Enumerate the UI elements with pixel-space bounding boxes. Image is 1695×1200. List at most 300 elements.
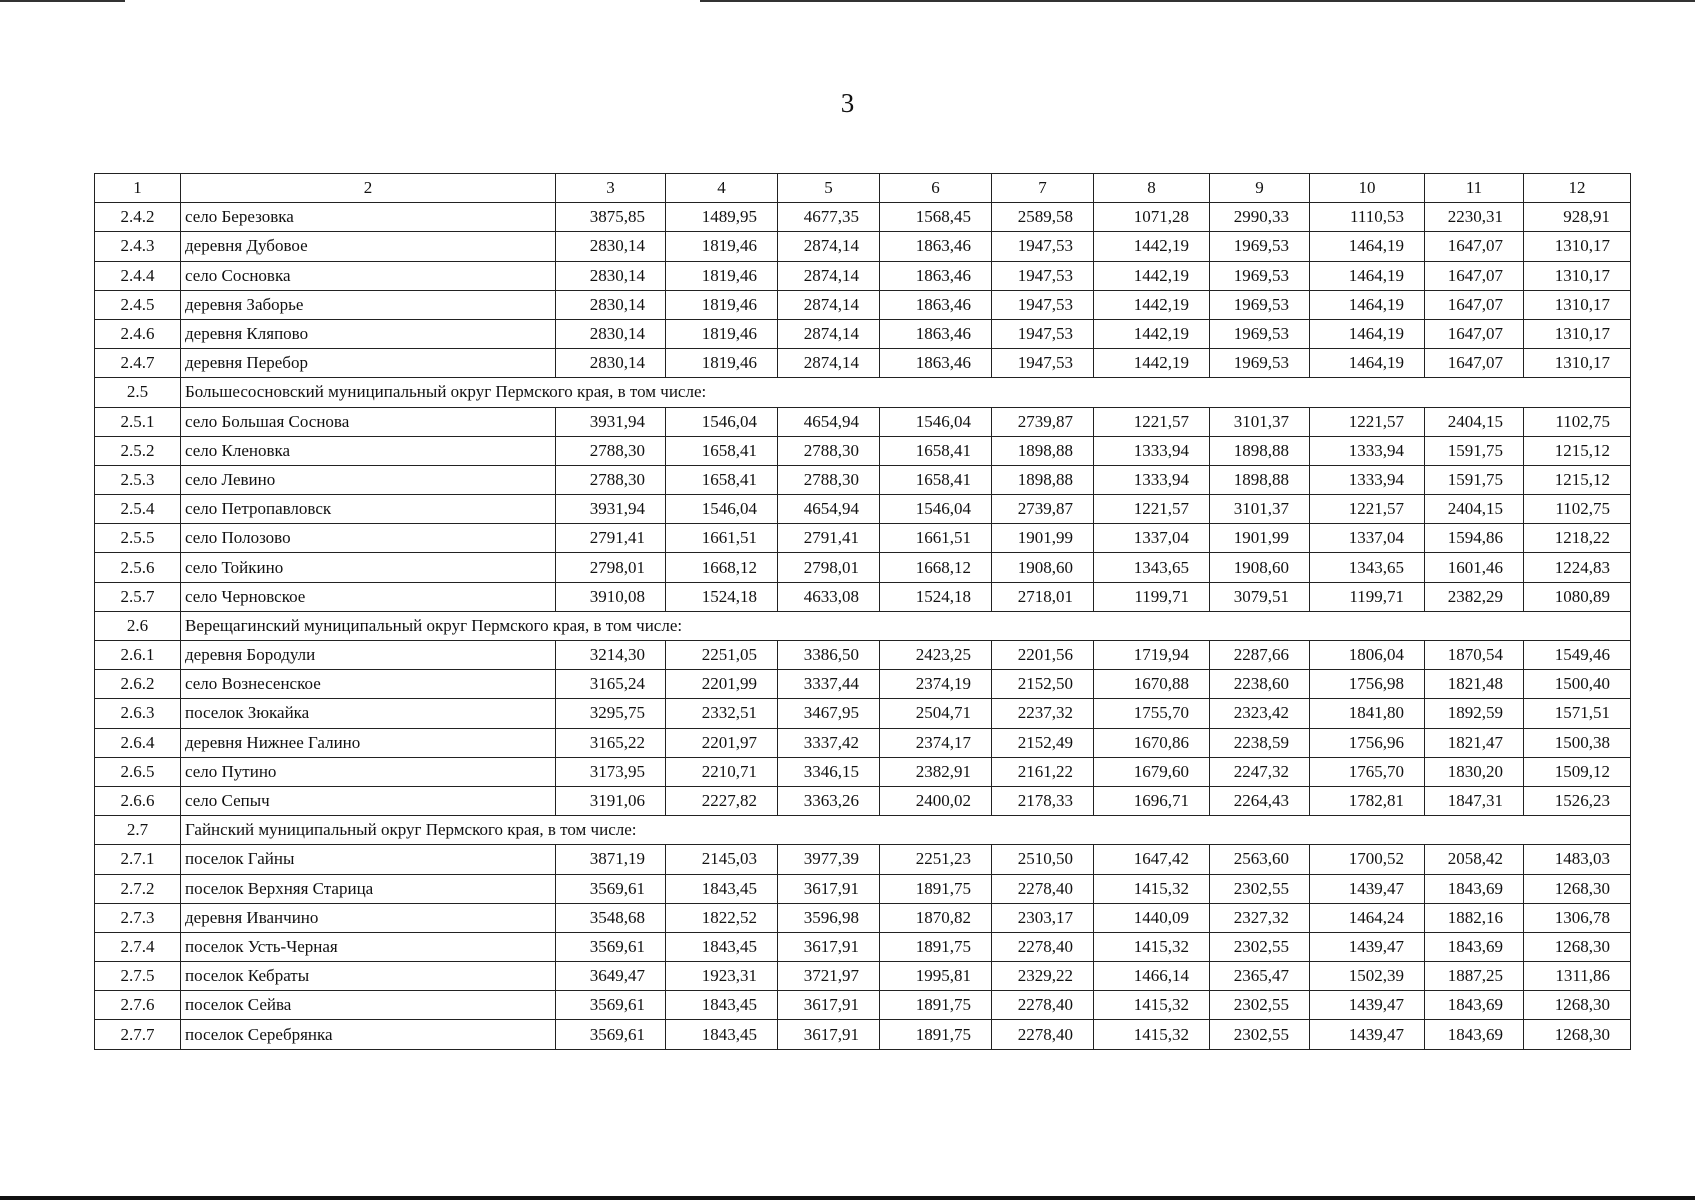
- value-cell: 1995,81: [880, 962, 992, 991]
- value-cell: 2302,55: [1210, 1020, 1310, 1049]
- value-cell: 1464,19: [1310, 261, 1425, 290]
- value-cell: 1442,19: [1094, 349, 1210, 378]
- value-cell: 1268,30: [1524, 1020, 1631, 1049]
- value-cell: 2791,41: [778, 524, 880, 553]
- value-cell: 1969,53: [1210, 319, 1310, 348]
- section-title: Верещагинский муниципальный округ Пермского края, в том числе:: [181, 611, 1631, 640]
- settlement-name: село Большая Соснова: [181, 407, 556, 436]
- value-cell: 3721,97: [778, 962, 880, 991]
- value-cell: 2287,66: [1210, 641, 1310, 670]
- value-cell: 2830,14: [556, 319, 666, 348]
- value-cell: 1311,86: [1524, 962, 1631, 991]
- value-cell: 2874,14: [778, 232, 880, 261]
- table-row: [95, 757, 1631, 786]
- value-cell: 1502,39: [1310, 962, 1425, 991]
- column-header: 2: [181, 174, 556, 203]
- value-cell: 1333,94: [1094, 465, 1210, 494]
- settlement-name: село Полозово: [181, 524, 556, 553]
- value-cell: 1466,14: [1094, 962, 1210, 991]
- value-cell: 1310,17: [1524, 290, 1631, 319]
- value-cell: 2374,19: [880, 670, 992, 699]
- section-row: [95, 611, 1631, 640]
- value-cell: 2423,25: [880, 641, 992, 670]
- value-cell: 3214,30: [556, 641, 666, 670]
- row-code: 2.6.3: [95, 699, 181, 728]
- section-row: [95, 378, 1631, 407]
- value-cell: 1863,46: [880, 319, 992, 348]
- value-cell: 3910,08: [556, 582, 666, 611]
- value-cell: 1806,04: [1310, 641, 1425, 670]
- value-cell: 2329,22: [992, 962, 1094, 991]
- value-cell: 1898,88: [992, 465, 1094, 494]
- value-cell: 1442,19: [1094, 261, 1210, 290]
- value-cell: 2264,43: [1210, 786, 1310, 815]
- column-header: 9: [1210, 174, 1310, 203]
- value-cell: 1442,19: [1094, 290, 1210, 319]
- value-cell: 2251,05: [666, 641, 778, 670]
- row-code: 2.6.5: [95, 757, 181, 786]
- value-cell: 1221,57: [1310, 495, 1425, 524]
- value-cell: 1337,04: [1310, 524, 1425, 553]
- value-cell: 1947,53: [992, 349, 1094, 378]
- value-cell: 1947,53: [992, 319, 1094, 348]
- value-cell: 1483,03: [1524, 845, 1631, 874]
- value-cell: 1658,41: [880, 465, 992, 494]
- value-cell: 1439,47: [1310, 991, 1425, 1020]
- value-cell: 2874,14: [778, 261, 880, 290]
- row-code: 2.6.2: [95, 670, 181, 699]
- value-cell: 1647,07: [1425, 349, 1524, 378]
- row-code: 2.5.5: [95, 524, 181, 553]
- value-cell: 2178,33: [992, 786, 1094, 815]
- row-code: 2.4.3: [95, 232, 181, 261]
- settlement-name: поселок Гайны: [181, 845, 556, 874]
- value-cell: 1843,45: [666, 1020, 778, 1049]
- value-cell: 1863,46: [880, 232, 992, 261]
- value-cell: 1546,04: [666, 407, 778, 436]
- value-cell: 2990,33: [1210, 203, 1310, 232]
- value-cell: 1821,48: [1425, 670, 1524, 699]
- value-cell: 1863,46: [880, 349, 992, 378]
- value-cell: 1524,18: [880, 582, 992, 611]
- value-cell: 1546,04: [880, 407, 992, 436]
- value-cell: 2365,47: [1210, 962, 1310, 991]
- value-cell: 2247,32: [1210, 757, 1310, 786]
- settlement-name: село Левино: [181, 465, 556, 494]
- column-header: 12: [1524, 174, 1631, 203]
- value-cell: 1843,45: [666, 991, 778, 1020]
- value-cell: 1591,75: [1425, 436, 1524, 465]
- value-cell: 2237,32: [992, 699, 1094, 728]
- column-header: 11: [1425, 174, 1524, 203]
- value-cell: 1947,53: [992, 232, 1094, 261]
- settlement-name: деревня Заборье: [181, 290, 556, 319]
- value-cell: 1819,46: [666, 261, 778, 290]
- value-cell: 1898,88: [1210, 465, 1310, 494]
- value-cell: 2791,41: [556, 524, 666, 553]
- column-header: 7: [992, 174, 1094, 203]
- value-cell: 2238,59: [1210, 728, 1310, 757]
- value-cell: 1102,75: [1524, 407, 1631, 436]
- value-cell: 1661,51: [880, 524, 992, 553]
- column-header: 1: [95, 174, 181, 203]
- table-row: [95, 874, 1631, 903]
- table-row: [95, 319, 1631, 348]
- value-cell: 1415,32: [1094, 991, 1210, 1020]
- value-cell: 1658,41: [666, 436, 778, 465]
- value-cell: 3569,61: [556, 874, 666, 903]
- value-cell: 1679,60: [1094, 757, 1210, 786]
- value-cell: 1268,30: [1524, 874, 1631, 903]
- table-row: [95, 495, 1631, 524]
- value-cell: 2788,30: [778, 436, 880, 465]
- value-cell: 1891,75: [880, 932, 992, 961]
- row-code: 2.5.4: [95, 495, 181, 524]
- column-header: 4: [666, 174, 778, 203]
- value-cell: 3649,47: [556, 962, 666, 991]
- value-cell: 1221,57: [1094, 407, 1210, 436]
- value-cell: 928,91: [1524, 203, 1631, 232]
- value-cell: 2788,30: [556, 436, 666, 465]
- value-cell: 2323,42: [1210, 699, 1310, 728]
- row-code: 2.5.1: [95, 407, 181, 436]
- value-cell: 2874,14: [778, 290, 880, 319]
- table-row: [95, 932, 1631, 961]
- value-cell: 1526,23: [1524, 786, 1631, 815]
- value-cell: 1668,12: [880, 553, 992, 582]
- row-code: 2.7.7: [95, 1020, 181, 1049]
- value-cell: 1594,86: [1425, 524, 1524, 553]
- value-cell: 1343,65: [1094, 553, 1210, 582]
- row-code: 2.7: [95, 816, 181, 845]
- table-row: [95, 845, 1631, 874]
- value-cell: 1268,30: [1524, 991, 1631, 1020]
- table-row: [95, 641, 1631, 670]
- value-cell: 1500,40: [1524, 670, 1631, 699]
- value-cell: 3346,15: [778, 757, 880, 786]
- value-cell: 1822,52: [666, 903, 778, 932]
- value-cell: 2332,51: [666, 699, 778, 728]
- value-cell: 3363,26: [778, 786, 880, 815]
- row-code: 2.4.2: [95, 203, 181, 232]
- value-cell: 1333,94: [1310, 436, 1425, 465]
- value-cell: 1756,96: [1310, 728, 1425, 757]
- value-cell: 4677,35: [778, 203, 880, 232]
- value-cell: 1696,71: [1094, 786, 1210, 815]
- value-cell: 2145,03: [666, 845, 778, 874]
- value-cell: 1898,88: [992, 436, 1094, 465]
- value-cell: 1415,32: [1094, 932, 1210, 961]
- value-cell: 1901,99: [992, 524, 1094, 553]
- column-header: 8: [1094, 174, 1210, 203]
- table-row: [95, 728, 1631, 757]
- value-cell: 1215,12: [1524, 436, 1631, 465]
- value-cell: 2238,60: [1210, 670, 1310, 699]
- table-row: [95, 524, 1631, 553]
- settlement-name: деревня Нижнее Галино: [181, 728, 556, 757]
- value-cell: 2404,15: [1425, 407, 1524, 436]
- value-cell: 1819,46: [666, 319, 778, 348]
- value-cell: 2278,40: [992, 991, 1094, 1020]
- value-cell: 1969,53: [1210, 290, 1310, 319]
- value-cell: 3617,91: [778, 1020, 880, 1049]
- value-cell: 3101,37: [1210, 407, 1310, 436]
- value-cell: 3617,91: [778, 932, 880, 961]
- table-row: [95, 786, 1631, 815]
- value-cell: 1647,07: [1425, 261, 1524, 290]
- value-cell: 1568,45: [880, 203, 992, 232]
- value-cell: 3875,85: [556, 203, 666, 232]
- value-cell: 3165,22: [556, 728, 666, 757]
- row-code: 2.4.7: [95, 349, 181, 378]
- value-cell: 1215,12: [1524, 465, 1631, 494]
- value-cell: 1947,53: [992, 261, 1094, 290]
- value-cell: 1464,24: [1310, 903, 1425, 932]
- settlement-name: поселок Верхняя Старица: [181, 874, 556, 903]
- value-cell: 1819,46: [666, 232, 778, 261]
- value-cell: 2302,55: [1210, 932, 1310, 961]
- value-cell: 3173,95: [556, 757, 666, 786]
- value-cell: 3101,37: [1210, 495, 1310, 524]
- value-cell: 2830,14: [556, 290, 666, 319]
- table-row: [95, 962, 1631, 991]
- value-cell: 1843,69: [1425, 932, 1524, 961]
- column-header: 10: [1310, 174, 1425, 203]
- value-cell: 3467,95: [778, 699, 880, 728]
- value-cell: 3617,91: [778, 991, 880, 1020]
- value-cell: 3569,61: [556, 932, 666, 961]
- value-cell: 1700,52: [1310, 845, 1425, 874]
- value-cell: 2830,14: [556, 349, 666, 378]
- value-cell: 1819,46: [666, 349, 778, 378]
- value-cell: 1343,65: [1310, 553, 1425, 582]
- row-code: 2.4.6: [95, 319, 181, 348]
- value-cell: 1755,70: [1094, 699, 1210, 728]
- value-cell: 3931,94: [556, 495, 666, 524]
- value-cell: 1310,17: [1524, 319, 1631, 348]
- value-cell: 1500,38: [1524, 728, 1631, 757]
- value-cell: 2830,14: [556, 232, 666, 261]
- value-cell: 1310,17: [1524, 232, 1631, 261]
- value-cell: 2230,31: [1425, 203, 1524, 232]
- value-cell: 3386,50: [778, 641, 880, 670]
- value-cell: 1765,70: [1310, 757, 1425, 786]
- column-header: 3: [556, 174, 666, 203]
- value-cell: 1891,75: [880, 991, 992, 1020]
- value-cell: 2718,01: [992, 582, 1094, 611]
- value-cell: 3617,91: [778, 874, 880, 903]
- value-cell: 3191,06: [556, 786, 666, 815]
- value-cell: 1071,28: [1094, 203, 1210, 232]
- value-cell: 1310,17: [1524, 261, 1631, 290]
- row-code: 2.6: [95, 611, 181, 640]
- value-cell: 2302,55: [1210, 874, 1310, 903]
- value-cell: 1898,88: [1210, 436, 1310, 465]
- settlement-name: село Вознесенское: [181, 670, 556, 699]
- settlement-name: поселок Усть-Черная: [181, 932, 556, 961]
- value-cell: 1415,32: [1094, 874, 1210, 903]
- value-cell: 1969,53: [1210, 232, 1310, 261]
- value-cell: 1549,46: [1524, 641, 1631, 670]
- settlement-name: деревня Перебор: [181, 349, 556, 378]
- value-cell: 3548,68: [556, 903, 666, 932]
- row-code: 2.7.6: [95, 991, 181, 1020]
- value-cell: 3337,42: [778, 728, 880, 757]
- settlement-name: поселок Сейва: [181, 991, 556, 1020]
- value-cell: 3931,94: [556, 407, 666, 436]
- value-cell: 2227,82: [666, 786, 778, 815]
- value-cell: 1830,20: [1425, 757, 1524, 786]
- value-cell: 1670,88: [1094, 670, 1210, 699]
- settlement-name: поселок Кебраты: [181, 962, 556, 991]
- value-cell: 2504,71: [880, 699, 992, 728]
- value-cell: 1647,07: [1425, 232, 1524, 261]
- settlement-name: поселок Серебрянка: [181, 1020, 556, 1049]
- row-code: 2.7.3: [95, 903, 181, 932]
- value-cell: 2327,32: [1210, 903, 1310, 932]
- row-code: 2.7.1: [95, 845, 181, 874]
- row-code: 2.7.2: [95, 874, 181, 903]
- value-cell: 2563,60: [1210, 845, 1310, 874]
- value-cell: 1442,19: [1094, 319, 1210, 348]
- value-cell: 1661,51: [666, 524, 778, 553]
- value-cell: 4654,94: [778, 495, 880, 524]
- value-cell: 2404,15: [1425, 495, 1524, 524]
- value-cell: 1440,09: [1094, 903, 1210, 932]
- value-cell: 1199,71: [1310, 582, 1425, 611]
- table-row: [95, 290, 1631, 319]
- value-cell: 2830,14: [556, 261, 666, 290]
- header-row: [95, 174, 1631, 203]
- value-cell: 1756,98: [1310, 670, 1425, 699]
- settlement-name: деревня Кляпово: [181, 319, 556, 348]
- value-cell: 1647,07: [1425, 319, 1524, 348]
- value-cell: 2739,87: [992, 495, 1094, 524]
- row-code: 2.4.5: [95, 290, 181, 319]
- settlement-name: село Черновское: [181, 582, 556, 611]
- table-row: [95, 261, 1631, 290]
- settlement-name: село Петропавловск: [181, 495, 556, 524]
- value-cell: 2510,50: [992, 845, 1094, 874]
- value-cell: 2210,71: [666, 757, 778, 786]
- value-cell: 1658,41: [880, 436, 992, 465]
- table-row: [95, 232, 1631, 261]
- row-code: 2.6.1: [95, 641, 181, 670]
- value-cell: 2788,30: [556, 465, 666, 494]
- value-cell: 1847,31: [1425, 786, 1524, 815]
- page-number: 3: [840, 88, 855, 118]
- table-row: [95, 349, 1631, 378]
- value-cell: 2874,14: [778, 319, 880, 348]
- value-cell: 1268,30: [1524, 932, 1631, 961]
- value-cell: 1863,46: [880, 261, 992, 290]
- tariff-table: [94, 173, 1631, 1050]
- value-cell: 2278,40: [992, 932, 1094, 961]
- value-cell: 3295,75: [556, 699, 666, 728]
- row-code: 2.4.4: [95, 261, 181, 290]
- value-cell: 1524,18: [666, 582, 778, 611]
- settlement-name: село Березовка: [181, 203, 556, 232]
- value-cell: 2400,02: [880, 786, 992, 815]
- value-cell: 3871,19: [556, 845, 666, 874]
- table-row: [95, 582, 1631, 611]
- value-cell: 1821,47: [1425, 728, 1524, 757]
- section-title: Гайнский муниципальный округ Пермского края, в том числе:: [181, 816, 1631, 845]
- settlement-name: село Тойкино: [181, 553, 556, 582]
- value-cell: 1908,60: [1210, 553, 1310, 582]
- table-row: [95, 991, 1631, 1020]
- settlement-name: деревня Дубовое: [181, 232, 556, 261]
- value-cell: 3569,61: [556, 1020, 666, 1049]
- value-cell: 1901,99: [1210, 524, 1310, 553]
- value-cell: 1080,89: [1524, 582, 1631, 611]
- table-row: [95, 553, 1631, 582]
- row-code: 2.5: [95, 378, 181, 407]
- value-cell: 2251,23: [880, 845, 992, 874]
- row-code: 2.7.5: [95, 962, 181, 991]
- settlement-name: деревня Иванчино: [181, 903, 556, 932]
- value-cell: 1221,57: [1094, 495, 1210, 524]
- value-cell: 1489,95: [666, 203, 778, 232]
- top-edge-line: [0, 0, 125, 2]
- value-cell: 2058,42: [1425, 845, 1524, 874]
- value-cell: 1464,19: [1310, 319, 1425, 348]
- value-cell: 1870,82: [880, 903, 992, 932]
- value-cell: 2739,87: [992, 407, 1094, 436]
- value-cell: 1464,19: [1310, 349, 1425, 378]
- value-cell: 2201,99: [666, 670, 778, 699]
- value-cell: 1863,46: [880, 290, 992, 319]
- value-cell: 2874,14: [778, 349, 880, 378]
- value-cell: 1782,81: [1310, 786, 1425, 815]
- value-cell: 1439,47: [1310, 874, 1425, 903]
- value-cell: 1658,41: [666, 465, 778, 494]
- row-code: 2.7.4: [95, 932, 181, 961]
- row-code: 2.5.3: [95, 465, 181, 494]
- value-cell: 1439,47: [1310, 1020, 1425, 1049]
- value-cell: 2302,55: [1210, 991, 1310, 1020]
- value-cell: 4654,94: [778, 407, 880, 436]
- value-cell: 2152,49: [992, 728, 1094, 757]
- value-cell: 1647,42: [1094, 845, 1210, 874]
- value-cell: 1546,04: [880, 495, 992, 524]
- value-cell: 1571,51: [1524, 699, 1631, 728]
- value-cell: 1891,75: [880, 874, 992, 903]
- value-cell: 1923,31: [666, 962, 778, 991]
- table-row: [95, 699, 1631, 728]
- value-cell: 1870,54: [1425, 641, 1524, 670]
- value-cell: 2788,30: [778, 465, 880, 494]
- value-cell: 1546,04: [666, 495, 778, 524]
- value-cell: 1908,60: [992, 553, 1094, 582]
- section-row: [95, 816, 1631, 845]
- value-cell: 1337,04: [1094, 524, 1210, 553]
- settlement-name: село Путино: [181, 757, 556, 786]
- value-cell: 1647,07: [1425, 290, 1524, 319]
- section-title: Большесосновский муниципальный округ Пермского края, в том числе:: [181, 378, 1631, 407]
- settlement-name: деревня Бородули: [181, 641, 556, 670]
- value-cell: 2382,91: [880, 757, 992, 786]
- value-cell: 2201,97: [666, 728, 778, 757]
- value-cell: 1509,12: [1524, 757, 1631, 786]
- value-cell: 1415,32: [1094, 1020, 1210, 1049]
- value-cell: 1306,78: [1524, 903, 1631, 932]
- value-cell: 1333,94: [1094, 436, 1210, 465]
- value-cell: 1843,69: [1425, 874, 1524, 903]
- settlement-name: село Сепыч: [181, 786, 556, 815]
- table-row: [95, 903, 1631, 932]
- value-cell: 1218,22: [1524, 524, 1631, 553]
